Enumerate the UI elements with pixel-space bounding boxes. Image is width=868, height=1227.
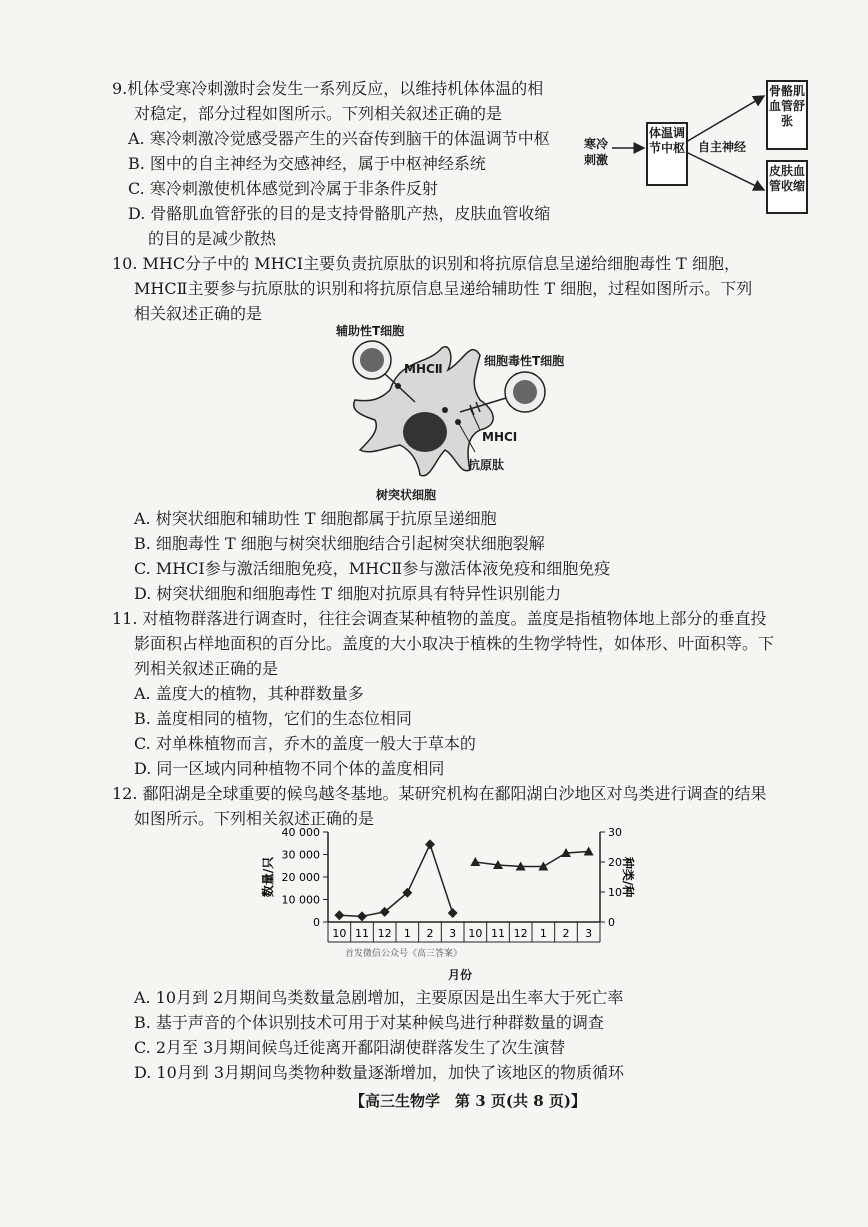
cytotoxic-t-label: 细胞毒性T细胞 bbox=[484, 354, 565, 368]
q9-option-a: A. 寒冷刺激冷觉感受器产生的兴奋传到脑干的体温调节中枢 bbox=[128, 129, 550, 148]
q12-option-a: A. 10月到 2月期间鸟类数量急剧增加，主要原因是出生率大于死亡率 bbox=[134, 988, 624, 1007]
q12-option-d: D. 10月到 3月期间鸟类物种数量逐渐增加，加快了该地区的物质循环 bbox=[134, 1063, 625, 1082]
muscle-vessel-box: 骨骼肌血管舒张 bbox=[766, 80, 808, 150]
right-tick-label: 20 bbox=[608, 856, 622, 869]
x-tick-label: 11 bbox=[491, 927, 505, 940]
q11-stem-line1: 11. 对植物群落进行调查时，往往会调查某种植物的盖度。盖度是指植物体地上部分的垂直投 bbox=[112, 609, 767, 628]
q11-option-d: D. 同一区域内同种植物不同个体的盖度相同 bbox=[134, 759, 445, 778]
cytotoxic-t-nucleus bbox=[513, 380, 537, 404]
left-tick-label: 20 000 bbox=[281, 871, 320, 884]
q10-option-d: D. 树突状细胞和细胞毒性 T 细胞对抗原具有特异性识别能力 bbox=[134, 584, 562, 603]
q11-option-a: A. 盖度大的植物，其种群数量多 bbox=[134, 684, 364, 703]
antigen-peptide-label: 抗原肽 bbox=[468, 458, 505, 472]
x-tick-label: 12 bbox=[513, 927, 528, 940]
x-tick-label: 3 bbox=[585, 927, 593, 940]
y-axis-title: 数量/只 bbox=[261, 856, 275, 898]
helper-t-nucleus bbox=[360, 348, 384, 372]
q11-option-b: B. 盖度相同的植物，它们的生态位相同 bbox=[134, 709, 412, 728]
right-tick-label: 10 bbox=[608, 886, 622, 899]
dendritic-cell-label: 树突状细胞 bbox=[376, 488, 437, 502]
quantity-line bbox=[339, 844, 452, 916]
right-tick-label: 0 bbox=[608, 916, 615, 929]
x-tick-label: 10 bbox=[332, 927, 347, 940]
q10-option-b: B. 细胞毒性 T 细胞与树突状细胞结合引起树突状细胞裂解 bbox=[134, 534, 545, 553]
quantity-point bbox=[448, 908, 458, 918]
q9-option-d-line1: D. 骨骼肌血管舒张的目的是支持骨骼肌产热，皮肤血管收缩 bbox=[128, 204, 551, 223]
q10-stem-line2: MHCⅡ主要参与抗原肽的识别和将抗原信息呈递给辅助性 T 细胞，过程如图所示。下列 bbox=[134, 279, 753, 298]
q10-option-c: C. MHCⅠ参与激活细胞免疫，MHCⅡ参与激活体液免疫和细胞免疫 bbox=[134, 559, 611, 578]
y2-axis-title: 种类/种 bbox=[621, 856, 635, 898]
species-line bbox=[475, 852, 588, 867]
q9-option-b: B. 图中的自主神经为交感神经，属于中枢神经系统 bbox=[128, 154, 486, 173]
autonomic-nerve-label: 自主神经 bbox=[698, 140, 747, 154]
q11-option-c: C. 对单株植物而言，乔木的盖度一般大于草本的 bbox=[134, 734, 476, 753]
species-point bbox=[470, 857, 480, 866]
x-axis-title: 月份 bbox=[448, 968, 473, 982]
q12-stem-line2: 如图所示。下列相关叙述正确的是 bbox=[134, 809, 375, 828]
x-tick-label: 10 bbox=[468, 927, 483, 940]
q9-stem-line1: 9.机体受寒冷刺激时会发生一系列反应，以维持机体体温的相 bbox=[112, 79, 544, 98]
left-tick-label: 10 000 bbox=[281, 893, 320, 907]
page-footer: 【高三生物学 第 3 页(共 8 页)】 bbox=[350, 1092, 586, 1110]
q12-option-b: B. 基于声音的个体识别技术可用于对某种候鸟进行种群数量的调查 bbox=[134, 1013, 604, 1032]
left-tick-label: 30 000 bbox=[281, 848, 320, 862]
skin-vessel-box: 皮肤血管收缩 bbox=[766, 160, 808, 214]
x-tick-label: 2 bbox=[426, 927, 434, 940]
helper-t-label: 辅助性T细胞 bbox=[336, 324, 405, 338]
x-tick-label: 2 bbox=[562, 927, 570, 940]
x-tick-label: 12 bbox=[377, 927, 392, 940]
q9-arrows bbox=[600, 90, 770, 200]
x-tick-label: 1 bbox=[539, 927, 547, 940]
quantity-point bbox=[334, 910, 344, 920]
bird-survey-chart bbox=[250, 822, 635, 992]
left-tick-label: 40 000 bbox=[281, 826, 320, 839]
quantity-point bbox=[425, 839, 435, 849]
stimulus-label: 寒冷刺激 bbox=[584, 137, 609, 167]
dendritic-nucleus bbox=[403, 412, 447, 452]
x-tick-label: 11 bbox=[355, 927, 369, 940]
q11-stem-line2: 影面积占样地面积的百分比。盖度的大小取决于植株的生物学特性，如体形、叶面积等。下 bbox=[134, 634, 775, 653]
q12-stem-line1: 12. 鄱阳湖是全球重要的候鸟越冬基地。某研究机构在鄱阳湖白沙地区对鸟类进行调查的结果 bbox=[112, 784, 767, 803]
q10-stem-line3: 相关叙述正确的是 bbox=[134, 304, 263, 323]
q9-stem-line2: 对稳定，部分过程如图所示。下列相关叙述正确的是 bbox=[134, 104, 503, 123]
thermo-center-box: 体温调节中枢 bbox=[646, 122, 688, 186]
left-tick-label: 0 bbox=[313, 916, 320, 929]
q10-option-a: A. 树突状细胞和辅助性 T 细胞都属于抗原呈递细胞 bbox=[134, 509, 497, 528]
mhc1-label: MHCⅠ bbox=[482, 430, 518, 444]
right-tick-label: 30 bbox=[608, 826, 622, 839]
quantity-point bbox=[357, 911, 367, 921]
mhc2-label: MHCⅡ bbox=[404, 362, 443, 376]
q12-option-c: C. 2月至 3月期间候鸟迁徙离开鄱阳湖使群落发生了次生演替 bbox=[134, 1038, 566, 1057]
x-tick-label: 1 bbox=[403, 927, 411, 940]
x-tick-label: 3 bbox=[449, 927, 457, 940]
q9-option-d-line2: 的目的是减少散热 bbox=[148, 229, 277, 248]
q10-stem-line1: 10. MHC分子中的 MHCⅠ主要负责抗原肽的识别和将抗原信息呈递给细胞毒性 T 细胞， bbox=[112, 254, 740, 273]
q9-option-c: C. 寒冷刺激使机体感觉到冷属于非条件反射 bbox=[128, 179, 438, 198]
chart-watermark: 首发微信公众号《高三答案》 bbox=[345, 949, 463, 959]
q11-stem-line3: 列相关叙述正确的是 bbox=[134, 659, 279, 678]
